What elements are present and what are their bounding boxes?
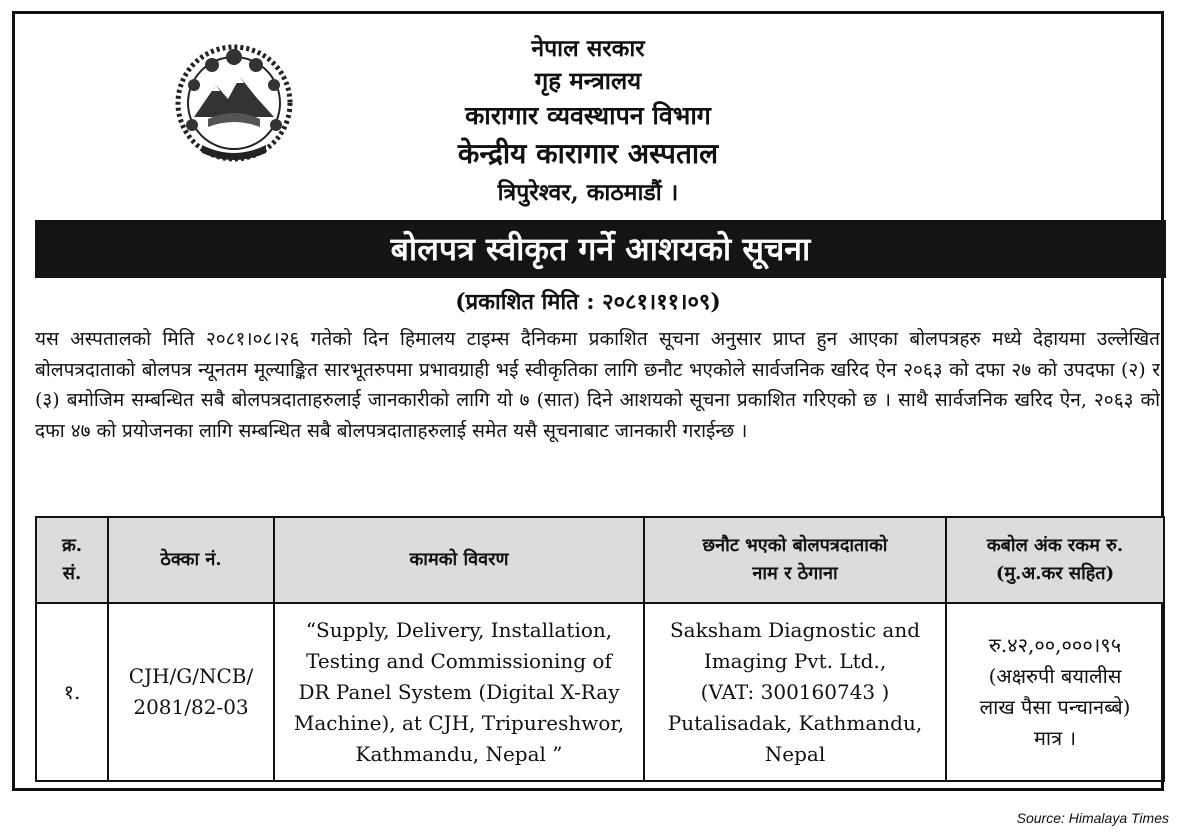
bidder-line: Putalisadak, Kathmandu, — [667, 710, 923, 735]
cell-description — [274, 603, 644, 781]
amount-line: लाख पैसा पन्चानब्बे) — [979, 695, 1131, 719]
header-amount-line: कबोल अंक रकम रु. — [986, 535, 1124, 556]
header-department: कारागार व्यवस्थापन विभाग — [465, 101, 711, 130]
cell-amount — [946, 603, 1164, 781]
cell-bidder — [644, 603, 946, 781]
header-ministry: गृह मन्त्रालय — [534, 66, 642, 95]
header-amount — [946, 517, 1164, 603]
header-sn-line: क्र. — [61, 535, 83, 556]
contract-no-line: 2081/82-03 — [133, 695, 249, 719]
header-bidder-line: छनौट भएको बोलपत्रदाताको — [702, 535, 888, 556]
contract-no-line: CJH/G/NCB/ — [128, 664, 254, 688]
table-row — [36, 603, 1164, 781]
notice-title: बोलपत्र स्वीकृत गर्ने आशयको सूचना — [35, 220, 1166, 278]
award-table — [35, 516, 1165, 782]
header-description: कामको विवरण — [274, 517, 644, 603]
header-hospital: केन्द्रीय कारागार अस्पताल — [457, 137, 719, 170]
cell-contract-no — [108, 603, 274, 781]
bidder-line: Nepal — [764, 741, 826, 766]
source-credit: Source: Himalaya Times — [1016, 810, 1169, 826]
published-date: (प्रकाशित मिति : २०८१।११।०९) — [455, 289, 721, 315]
description-line: Machine), at CJH, Tripureshwor, — [293, 710, 625, 735]
description-line: Kathmandu, Nepal ” — [355, 741, 563, 766]
bidder-line: (VAT: 300160743 ) — [700, 679, 890, 704]
header-sn — [36, 517, 108, 603]
description-line: Testing and Commissioning of — [306, 648, 612, 673]
cell-sn: १. — [36, 603, 108, 781]
description-line: DR Panel System (Digital X-Ray — [298, 679, 620, 704]
header-government: नेपाल सरकार — [531, 35, 645, 62]
header-address: त्रिपुरेश्वर, काठमाडौं । — [497, 179, 679, 206]
description-line: “Supply, Delivery, Installation, — [305, 617, 613, 642]
amount-line: मात्र । — [1033, 726, 1077, 750]
table-header-row — [36, 517, 1164, 603]
amount-line: (अक्षरुपी बयालीस — [988, 664, 1122, 688]
header-contract-no: ठेक्का नं. — [108, 517, 274, 603]
header-sn-line: सं. — [62, 563, 82, 584]
notice-frame — [12, 11, 1164, 791]
bidder-line: Imaging Pvt. Ltd., — [703, 648, 887, 673]
bidder-line: Saksham Diagnostic and — [669, 617, 921, 642]
amount-line: रु.४२,००,०००।९५ — [988, 633, 1122, 657]
header-bidder — [644, 517, 946, 603]
header-bidder-line: नाम र ठेगाना — [752, 563, 838, 584]
header-amount-line: (मु.अ.कर सहित) — [995, 563, 1115, 584]
notice-body: यस अस्पतालको मिति २०८१।०८।२६ गतेको दिन हिमालय टाइम्स दैनिकमा प्रकाशित सूचना अनुसार प्राप्त हुन आएका बोलपत्रहरु मध्ये देहायमा उल्लेखित बोलपत्रदाताको बोलपत्र न्यूनतम मूल्याङ्कित सारभूतरुपमा प्रभावग्राही भई स्वीकृतिका लागि छनौट भएकोले सार्वजनिक खरिद ऐन २०६३ को दफा २७ को उपदफा (२) र (३) बमोजिम सम्बन्धित सबै बोलपत्रदाताहरुलाई जानकारीको लागि यो ७ (सात) दिने आशयको सूचना प्रकाशित गरिएको छ । साथै सार्वजनिक खरिद ऐन, २०६३ को दफा ४७ को प्रयोजनका लागि सम्बन्धित सबै बोलपत्रदाताहरुलाई समेत यसै सूचनाबाट जानकारी गराईन्छ । — [35, 328, 1160, 442]
